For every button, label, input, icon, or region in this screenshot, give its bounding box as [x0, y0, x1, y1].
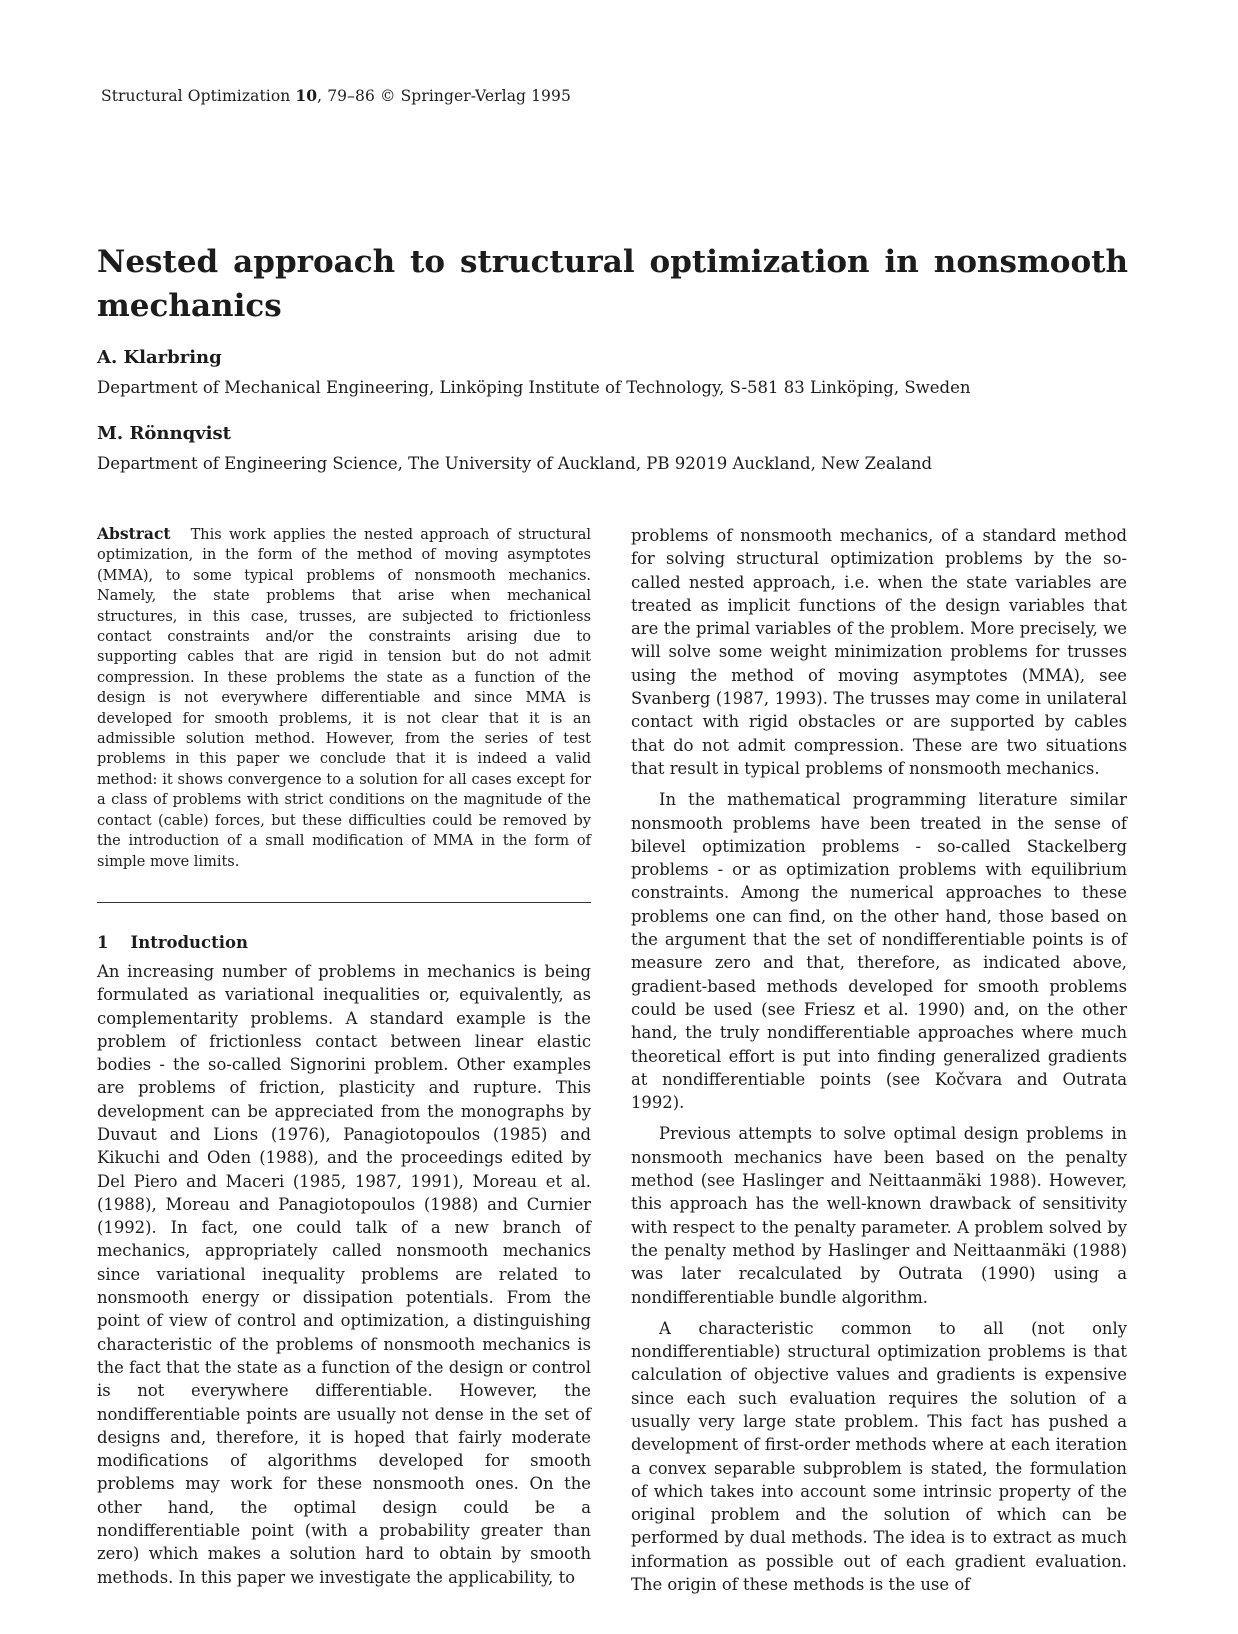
section-number: 1 [97, 932, 109, 952]
abstract-text: This work applies the nested approach of structural optimization, in the form of the method of moving asymptotes (MMA), to some typical problems of nonsmooth mechanics. Namely, the state problems that arise when mechanical structures, in this case, trusses, are subjected to frictionless contact constraints and/or the constraints arising due to supporting cables that are rigid in tension but do not admit compression. In these problems the state as a function of the design is not everywhere differentiable and since MMA is developed for smooth problems, it is not clear that it is an admissible solution method. However, from the series of test problems in this paper we conclude that it is indeed a valid method: it shows convergence to a solution for all cases except for a class of problems with strict conditions on the magnitude of the contact (cable) forces, but these difficulties could be removed by the introduction of a small modification of MMA in the form of simple move limits. [97, 527, 591, 870]
section-divider [97, 902, 591, 903]
author-affiliation: Department of Engineering Science, The University of Auckland, PB 92019 Auckland, New Zealand [97, 454, 933, 473]
body-paragraph: problems of nonsmooth mechanics, of a standard method for solving structural optimization problems by the so-called nested approach, i.e. when the state variables are treated as implicit functions of the design variables that are the primal variables of the problem. More precisely, we will solve some weight minimization problems for trusses using the method of moving asymptotes (MMA), see Svanberg (1987, 1993). The trusses may come in unilateral contact with rigid obstacles or are supported by cables that do not admit compression. These are two situations that result in typical problems of nonsmooth mechanics. [631, 526, 1127, 778]
paper-title: Nested approach to structural optimization in nonsmooth mechanics [97, 244, 1128, 324]
body-paragraph: A characteristic common to all (not only nondifferentiable) structural optimization problems is that calculation of objective values and gradients is expensive since each such evaluation requires the solution of a usually very large state problem. This fact has pushed a development of first-order methods where at each iteration a convex separable subproblem is stated, the formulation of which takes into account some intrinsic property of the original problem and the solution of which can be performed by dual methods. The idea is to extract as much information as possible out of each gradient evaluation. The origin of these methods is the use of [631, 1318, 1127, 1595]
section-heading [97, 933, 591, 952]
author-name: A. Klarbring [97, 347, 222, 368]
abstract-heading: Abstract [97, 524, 171, 543]
right-column [631, 524, 1127, 1596]
body-paragraph: In the mathematical programming literature similar nonsmooth problems have been treated in the sense of bilevel optimization problems - so-called Stackelberg problems - or as optimization problems with equilibrium constraints. Among the numerical approaches to these problems one can find, on the other hand, those based on the argument that the set of nondifferentiable points is of measure zero and that, therefore, as indicated above, gradient-based methods developed for smooth problems could be used (see Friesz et al. 1990) and, on the other hand, the truly nondifferentiable approaches where much theoretical effort is put into finding generalized gradients at nondifferentiable points (see Kočvara and Outrata 1992). [631, 790, 1127, 1113]
journal-name: Structural Optimization [101, 87, 291, 105]
left-column [97, 524, 591, 1589]
running-head [101, 86, 571, 105]
abstract [97, 524, 591, 872]
body-paragraph: Previous attempts to solve optimal design problems in nonsmooth mechanics have been based on the penalty method (see Haslinger and Neittaanmäki 1988). However, this approach has the well-known drawback of sensitivity with respect to the penalty parameter. A problem solved by the penalty method by Haslinger and Neittaanmäki (1988) was later recalculated by Outrata (1990) using a nondifferentiable bundle algorithm. [631, 1124, 1127, 1307]
section-title: Introduction [130, 932, 248, 952]
pages-copyright: , 79–86 © Springer-Verlag 1995 [317, 87, 571, 105]
author-affiliation: Department of Mechanical Engineering, Linköping Institute of Technology, S-581 83 Linköping, Sweden [97, 378, 971, 397]
author-name: M. Rönnqvist [97, 423, 231, 444]
journal-volume: 10 [295, 86, 318, 105]
body-paragraph: An increasing number of problems in mechanics is being formulated as variational inequalities or, equivalently, as complementarity problems. A standard example is the problem of frictionless contact between linear elastic bodies - the so-called Signorini problem. Other examples are problems of friction, plasticity and rupture. This development can be appreciated from the monographs by Duvaut and Lions (1976), Panagiotopoulos (1985) and Kikuchi and Oden (1988), and the proceedings edited by Del Piero and Maceri (1985, 1987, 1991), Moreau et al. (1988), Moreau and Panagiotopoulos (1988) and Curnier (1992). In fact, one could talk of a new branch of mechanics, appropriately called nonsmooth mechanics since variational inequality problems are related to nonsmooth energy or dissipation potentials. From the point of view of control and optimization, a distinguishing characteristic of the problems of nonsmooth mechanics is the fact that the state as a function of the design or control is not everywhere differentiable. However, the nondifferentiable points are usually not dense in the set of designs and, therefore, it is hoped that fairly moderate modifications of algorithms developed for smooth problems may work for these nonsmooth ones. On the other hand, the optimal design could be a nondifferentiable point (with a probability greater than zero) which makes a solution hard to obtain by smooth methods. In this paper we investigate the applicability, to [97, 961, 591, 1587]
